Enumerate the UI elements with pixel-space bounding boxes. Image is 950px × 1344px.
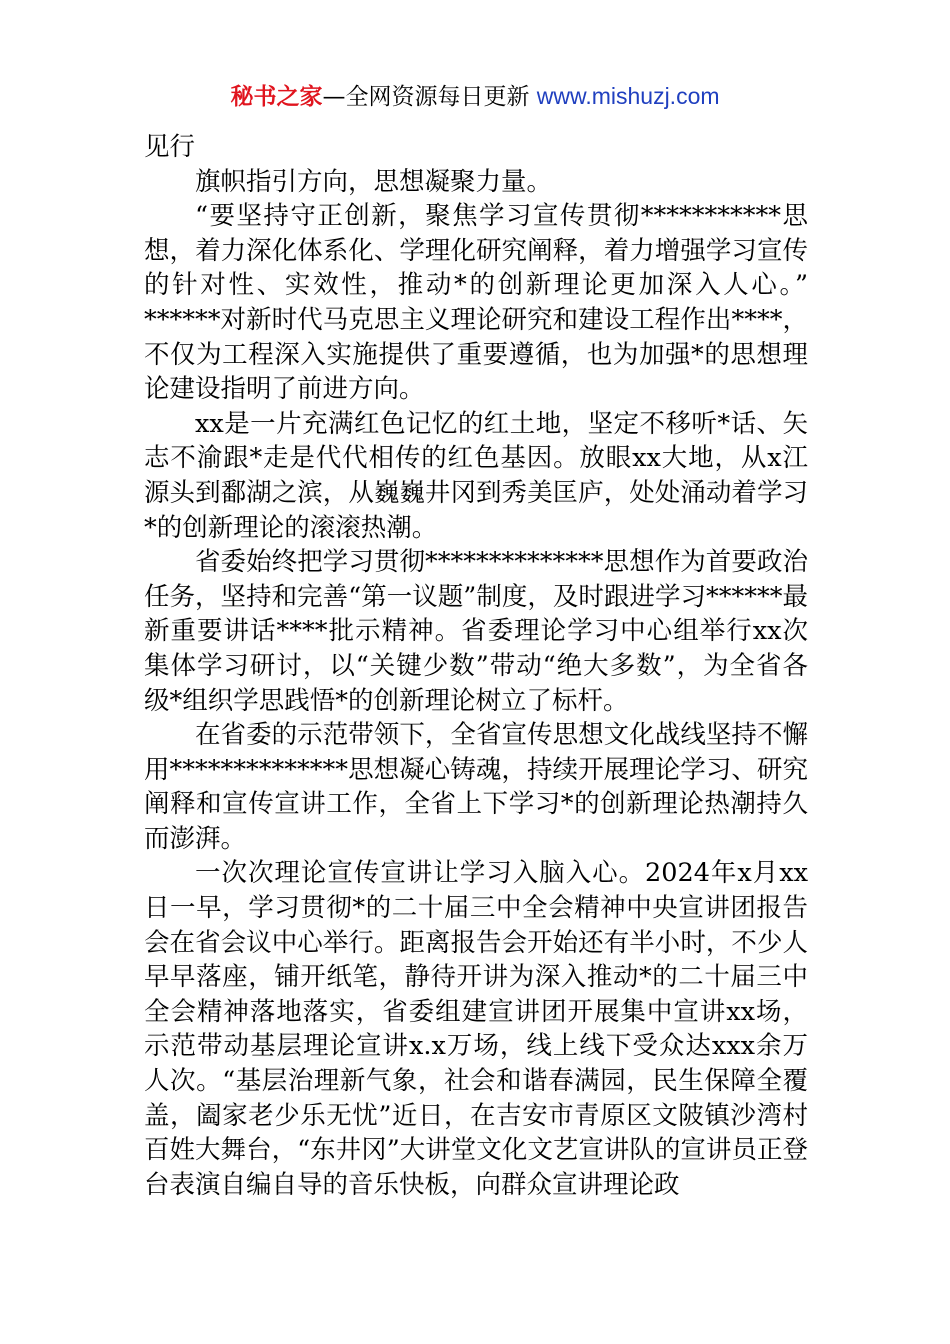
paragraph-continuation: 见行 [144, 132, 196, 162]
site-tagline: —全网资源每日更新 [322, 84, 537, 110]
document-body [144, 130, 808, 1202]
paragraph: 在省委的示范带领下，全省宣传思想文化战线坚持不懈用**************思想凝心铸魂，持续开展理论学习、研究阐释和宣传宣讲工作，全省上下学习*的创新理论热潮持久而澎湃。 [144, 720, 808, 854]
paragraph: xx是一片充满红色记忆的红土地，坚定不移听*话、矢志不渝跟*走是代代相传的红色基因。放眼xx大地，从x江源头到鄱湖之滨，从巍巍井冈到秀美匡庐，处处涌动着学习*的创新理论的滚滚热潮。 [144, 408, 808, 543]
paragraph: “要坚持守正创新，聚焦学习宣传贯彻***********思想，着力深化体系化、学理化研究阐释，着力增强学习宣传的针对性、实效性，推动*的创新理论更加深入人心。” ******对新时代马克思主义理论研究和建设工程作出****，不仅为工程深入实施提供了重要遵循，也为加强*的思想理论建设指明了前进方向。 [144, 201, 808, 405]
site-url[interactable]: www.mishuzj.com [536, 83, 720, 109]
site-header [0, 80, 950, 113]
paragraph: 旗帜指引方向，思想凝聚力量。 [195, 166, 553, 197]
paragraph: 一次次理论宣传宣讲让学习入脑入心。2024年x月xx日一早，学习贯彻*的二十届三中全会精神中央宣讲团报告会在省会议中心举行。距离报告会开始还有半小时，不少人早早落座，铺开纸笔，静待开讲为深入推动*的二十届三中全会精神落地落实，省委组建宣讲团开展集中宣讲xx场，示范带动基层理论宣讲x.x万场，线上线下受众达xxx余万人次。“基层治理新气象，社会和谐春满园，民生保障全覆盖，阖家老少乐无忧”近日，在吉安市青原区文陂镇沙湾村百姓大舞台，“东井冈”大讲堂文化文艺宣讲队的宣讲员正登台表演自编自导的音乐快板，向群众宣讲理论政 [144, 858, 808, 1200]
paragraph: 省委始终把学习贯彻**************思想作为首要政治任务，坚持和完善“第一议题”制度，及时跟进学习******最新重要讲话****批示精神。省委理论学习中心组举行xx次集体学习研讨，以“关键少数”带动“绝大多数”，为全省各级*组织学思践悟*的创新理论树立了标杆。 [144, 547, 808, 716]
site-brand: 秘书之家 [230, 84, 323, 110]
